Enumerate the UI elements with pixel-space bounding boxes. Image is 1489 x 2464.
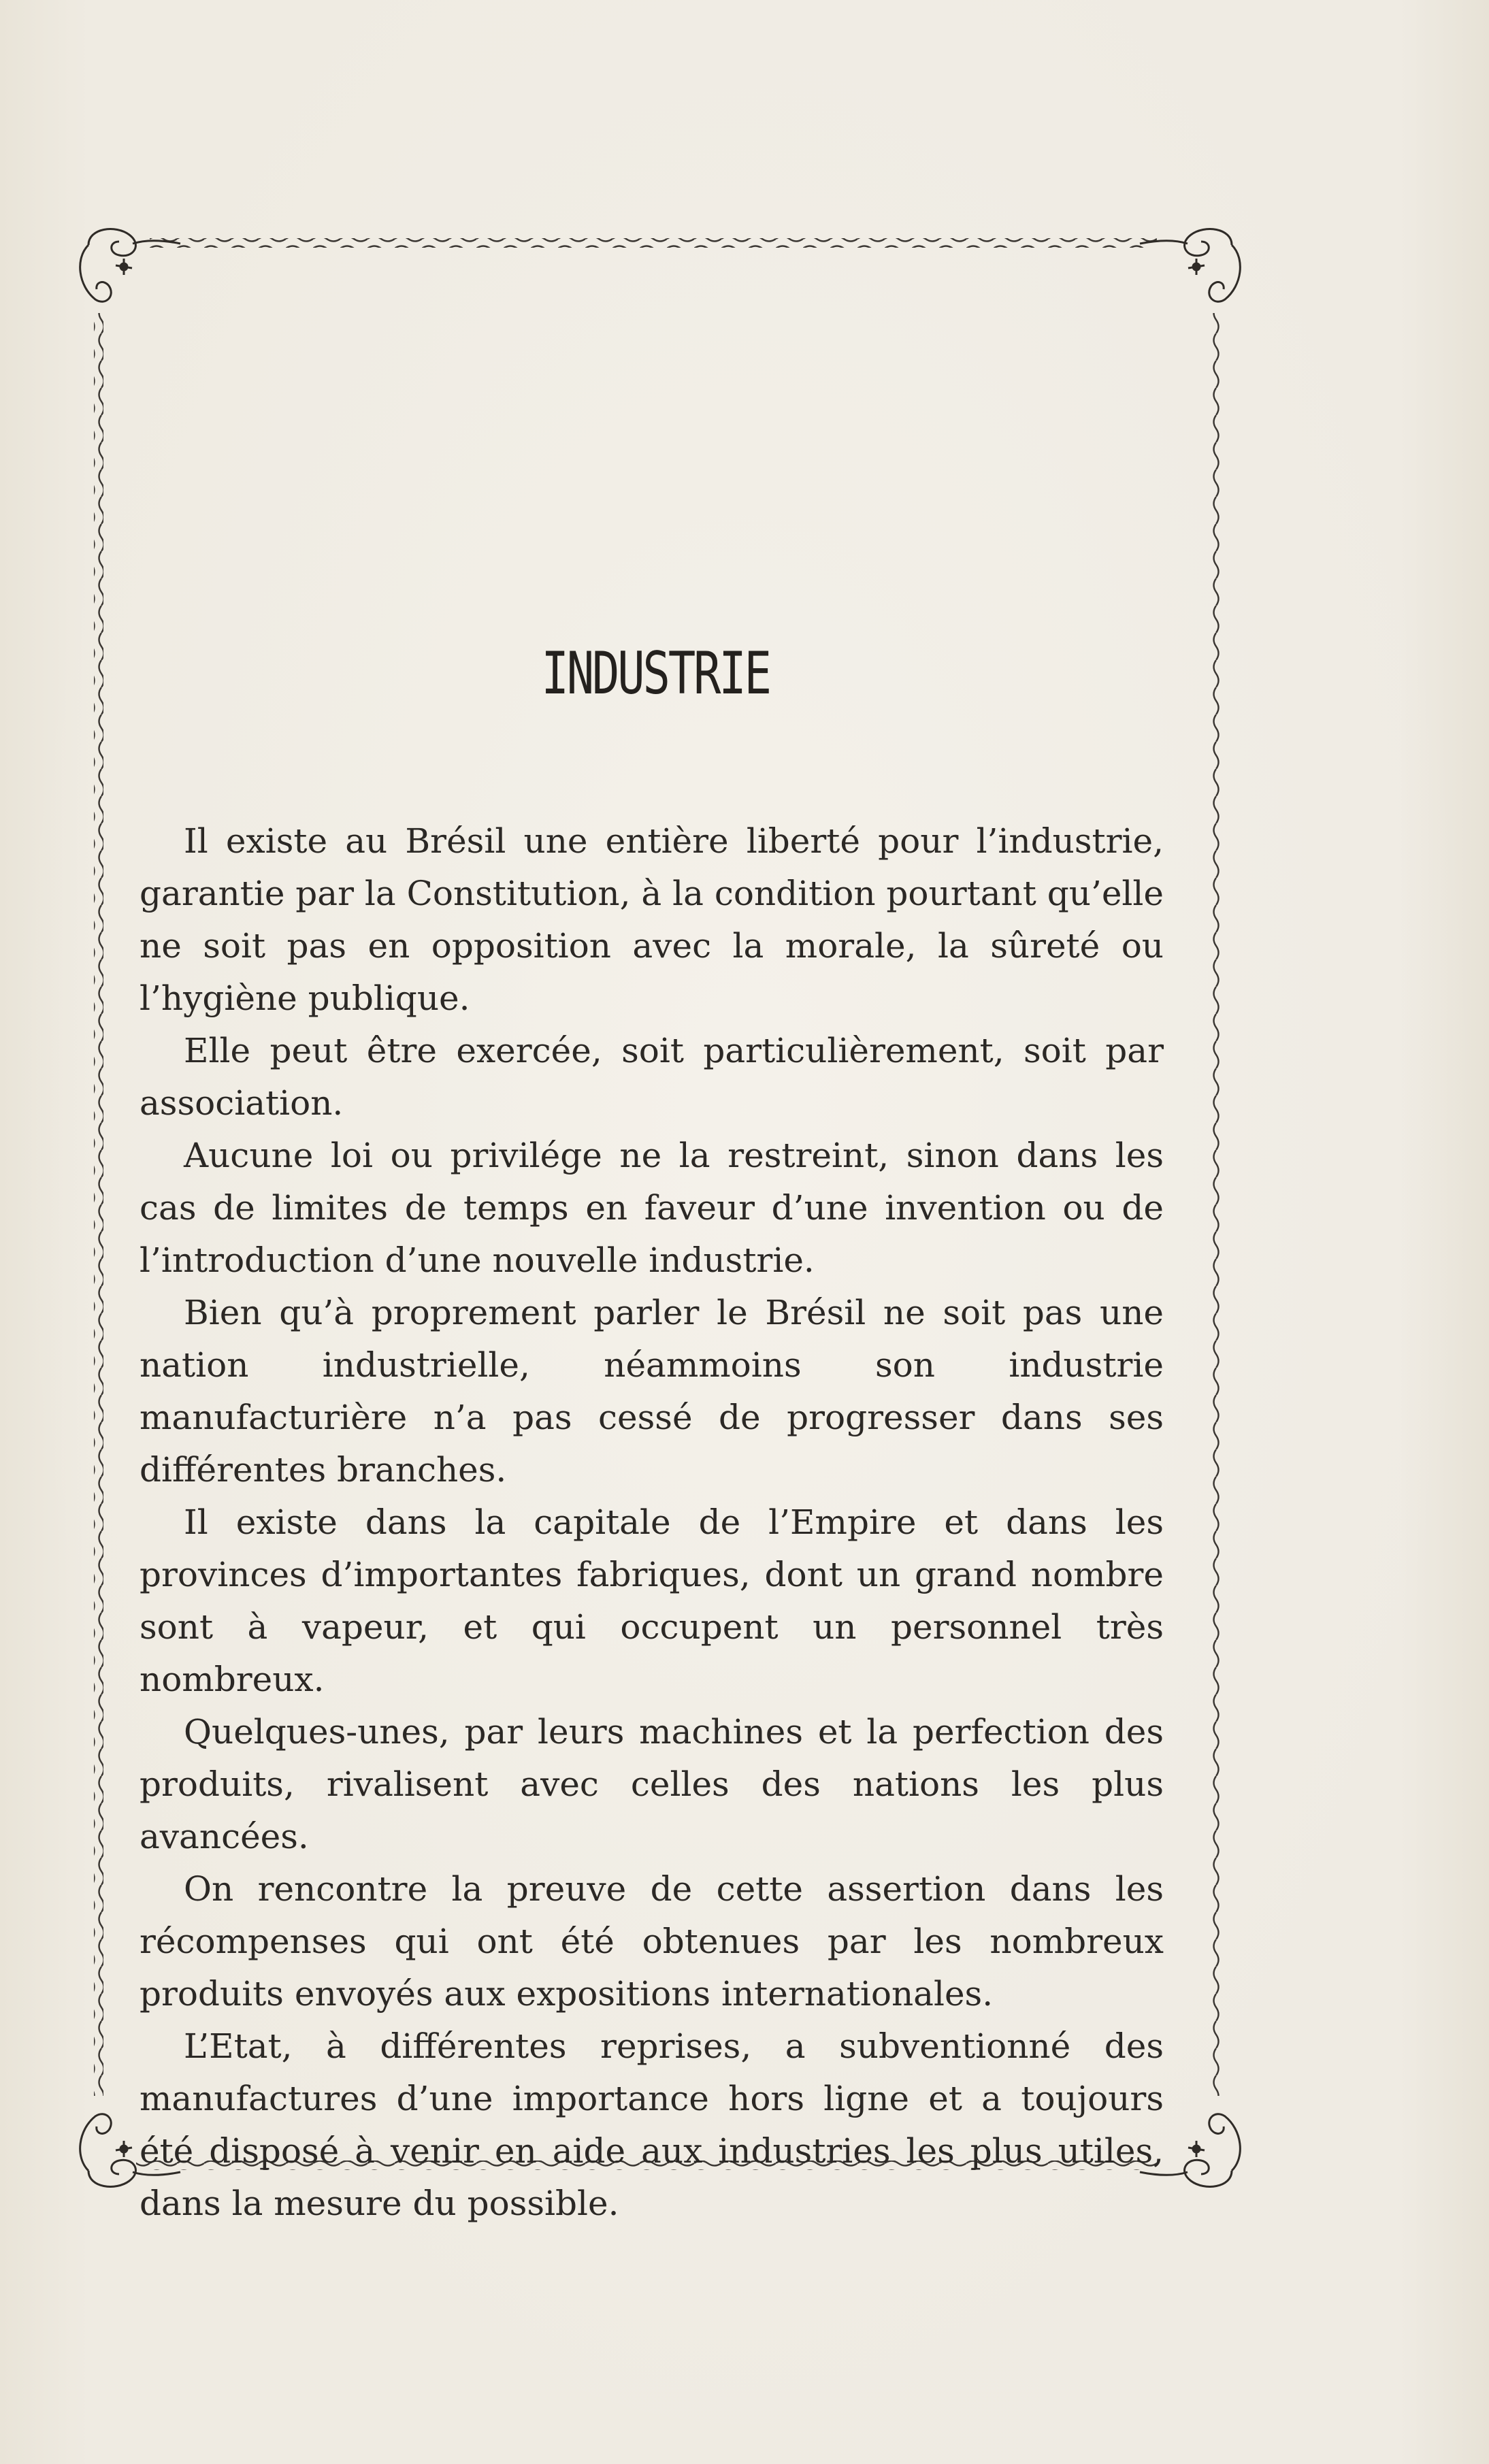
page-title: INDUSTRIE	[541, 640, 770, 708]
paragraph: Bien qu’à proprement parler le Brésil ne soit pas une nation industrielle, néammoins son industrie manufacturière n’a pas cessé de progresser dans ses différentes branches.	[140, 1293, 1164, 1490]
border-right	[1211, 313, 1221, 2096]
paragraph: Elle peut être exercée, soit particulièrement, soit par association.	[140, 1031, 1164, 1123]
border-left	[94, 313, 103, 2096]
border-top	[150, 238, 1157, 248]
body-text	[140, 815, 1164, 2230]
paragraph: On rencontre la preuve de cette assertion dans les récompenses qui ont été obtenues par les nombreux produits envoyés aux expositions internationales.	[140, 1869, 1164, 2014]
paragraph: Aucune loi ou privilége ne la restreint, sinon dans les cas de limites de temps en faveur d’une invention ou de l’introduction d’une nouvelle industrie.	[140, 1136, 1164, 1280]
paragraph: L’Etat, à différentes reprises, a subventionné des manufactures d’une importance hors ligne et a toujours été disposé à venir en aide aux industries les plus utiles, dans la mesure du possible.	[140, 2026, 1164, 2223]
paragraph: Il existe dans la capitale de l’Empire et dans les provinces d’importantes fabriques, dont un grand nombre sont à vapeur, et qui occupent un personnel très nombreux.	[140, 1502, 1164, 1699]
paragraph: Quelques-unes, par leurs machines et la perfection des produits, rivalisent avec celles des nations les plus avancées.	[140, 1712, 1164, 1856]
paragraph: Il existe au Brésil une entière liberté pour l’industrie, garantie par la Constitution, à la condition pourtant qu’elle ne soit pas en opposition avec la morale, la sûreté ou l’hygiène publique.	[140, 821, 1164, 1018]
